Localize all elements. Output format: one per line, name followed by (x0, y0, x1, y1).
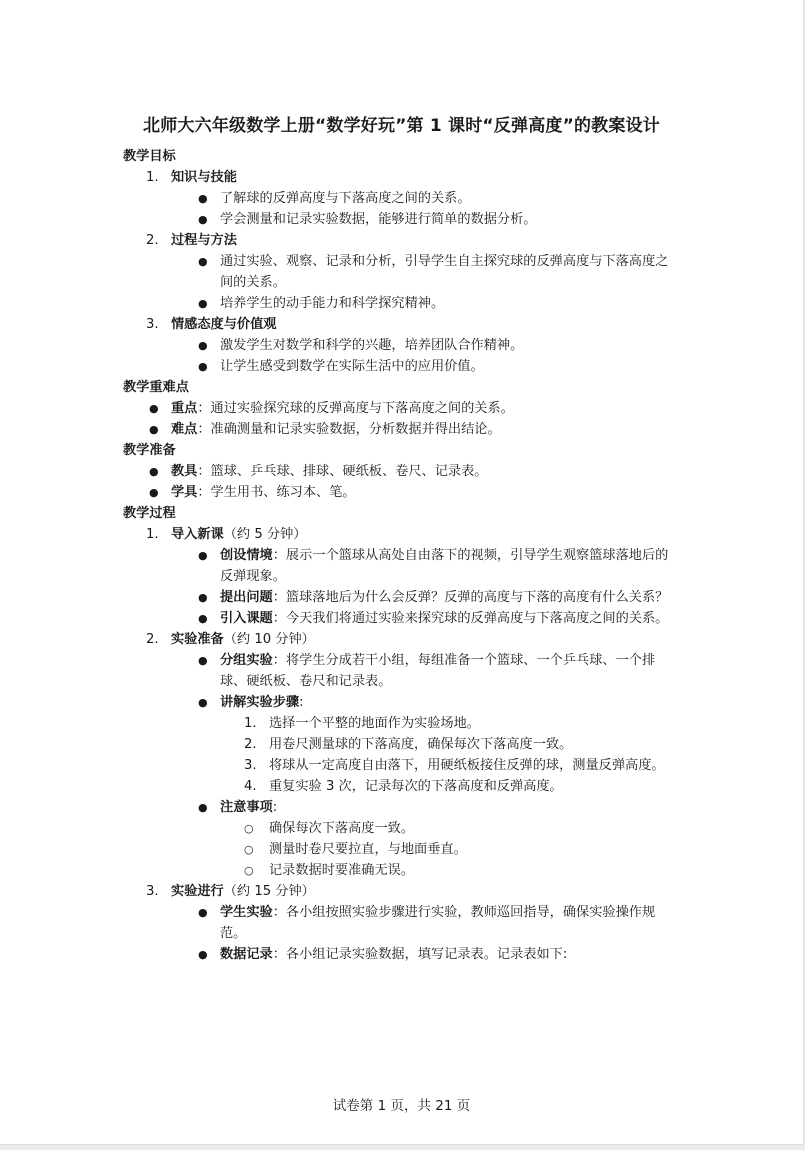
section-heading-prep: 教学准备 (123, 443, 176, 458)
bullet-item: ● 分组实验：将学生分成若干小组，每组准备一个篮球、一个乒乓球、一个排球、硬纸板、卷尺和记录表。 (123, 650, 678, 692)
bullet-item: ● 重点：通过实验探究球的反弹高度与下落高度之间的关系。 (123, 398, 678, 419)
bullet-item: ● 通过实验、观察、记录和分析，引导学生自主探究球的反弹高度与下落高度之间的关系。 (123, 251, 678, 293)
numbered-substep: 2. 用卷尺测量球的下落高度，确保每次下落高度一致。 (244, 737, 573, 752)
section-heading-key-points: 教学重难点 (123, 380, 189, 395)
circle-bullet-icon: ○ (244, 864, 254, 877)
document-body (123, 146, 678, 965)
bullet-item: ● 注意事项: (123, 797, 678, 818)
bullet-icon: ● (198, 297, 208, 310)
circle-bullet-icon: ○ (244, 822, 254, 835)
bullet-icon: ● (198, 549, 208, 562)
bullet-icon: ● (198, 696, 208, 709)
bullet-icon: ● (149, 486, 159, 499)
numbered-substep: 3. 将球从一定高度自由落下，用硬纸板接住反弹的球，测量反弹高度。 (244, 758, 665, 773)
bullet-icon: ● (198, 192, 208, 205)
bullet-icon: ● (149, 423, 159, 436)
bullet-icon: ● (198, 213, 208, 226)
goal-item: 3. 情感态度与价值观 (146, 317, 277, 332)
bullet-item: ● 引入课题：今天我们将通过实验来探究球的反弹高度与下落高度之间的关系。 (123, 608, 678, 629)
document-title: 北师大六年级数学上册“数学好玩”第 1 课时“反弹高度”的教案设计 (143, 116, 660, 136)
bullet-item: ● 数据记录：各小组记录实验数据，填写记录表。记录表如下: (123, 944, 678, 965)
bullet-item: ● 讲解实验步骤: (123, 692, 678, 713)
bullet-icon: ● (198, 255, 208, 268)
section-heading-goals: 教学目标 (123, 149, 176, 164)
bullet-item: ● 培养学生的动手能力和科学探究精神。 (123, 293, 678, 314)
goal-label: 知识与技能 (171, 170, 237, 185)
circle-subitem: ○ 确保每次下落高度一致。 (123, 818, 678, 839)
goal-label: 情感态度与价值观 (171, 317, 277, 332)
section-heading-process: 教学过程 (123, 506, 176, 521)
numbered-substep: 1. 选择一个平整的地面作为实验场地。 (244, 716, 480, 731)
bullet-item: ● 提出问题：篮球落地后为什么会反弹？反弹的高度与下落的高度有什么关系？ (123, 587, 678, 608)
page-footer: 试卷第 1 页，共 21 页 (332, 1098, 471, 1114)
process-step: 2. 实验准备（约 10 分钟） (146, 632, 315, 647)
bullet-icon: ● (198, 654, 208, 667)
goal-item: 2. 过程与方法 (146, 233, 237, 248)
bullet-item: ● 学具：学生用书、练习本、笔。 (123, 482, 678, 503)
bullet-item: ● 难点：准确测量和记录实验数据，分析数据并得出结论。 (123, 419, 678, 440)
circle-subitem: ○ 记录数据时要准确无误。 (123, 860, 678, 881)
bullet-icon: ● (149, 402, 159, 415)
bullet-item: ● 学生实验：各小组按照实验步骤进行实验，教师巡回指导，确保实验操作规范。 (123, 902, 678, 944)
bullet-icon: ● (198, 591, 208, 604)
bullet-icon: ● (198, 801, 208, 814)
bullet-icon: ● (198, 612, 208, 625)
bullet-item: ● 创设情境：展示一个篮球从高处自由落下的视频，引导学生观察篮球落地后的反弹现象。 (123, 545, 678, 587)
process-step: 3. 实验进行（约 15 分钟） (146, 884, 315, 899)
bullet-item: ● 教具：篮球、乒乓球、排球、硬纸板、卷尺、记录表。 (123, 461, 678, 482)
numbered-substep: 4. 重复实验 3 次，记录每次的下落高度和反弹高度。 (244, 779, 563, 794)
bullet-item: ● 激发学生对数学和科学的兴趣，培养团队合作精神。 (123, 335, 678, 356)
bullet-icon: ● (198, 339, 208, 352)
goal-item: 1. 知识与技能 (146, 170, 237, 185)
bullet-icon: ● (198, 906, 208, 919)
bullet-item: ● 让学生感受到数学在实际生活中的应用价值。 (123, 356, 678, 377)
bullet-item: ● 学会测量和记录实验数据，能够进行简单的数据分析。 (123, 209, 678, 230)
bullet-icon: ● (149, 465, 159, 478)
circle-subitem: ○ 测量时卷尺要拉直，与地面垂直。 (123, 839, 678, 860)
process-step: 1. 导入新课（约 5 分钟） (146, 527, 307, 542)
goal-label: 过程与方法 (171, 233, 237, 248)
circle-bullet-icon: ○ (244, 843, 254, 856)
bullet-item: ● 了解球的反弹高度与下落高度之间的关系。 (123, 188, 678, 209)
bullet-icon: ● (198, 948, 208, 961)
bullet-icon: ● (198, 360, 208, 373)
